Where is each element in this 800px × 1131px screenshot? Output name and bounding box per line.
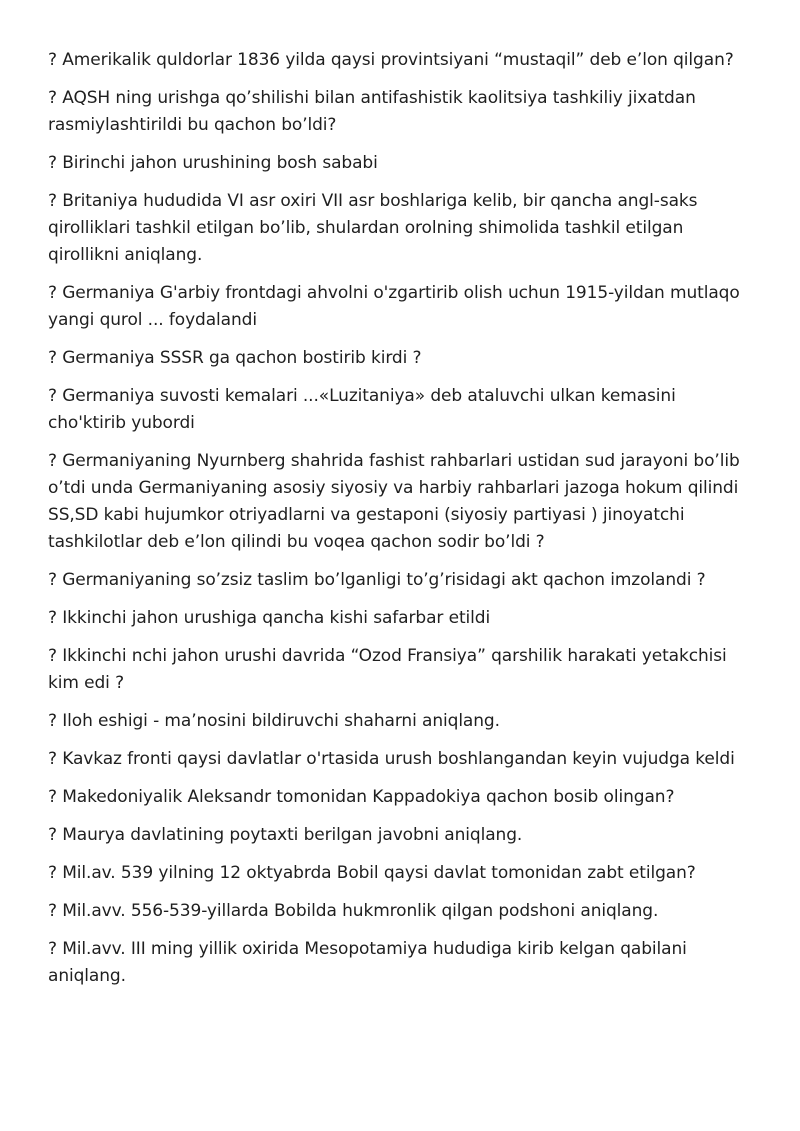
question-item: ? AQSH ning urishga qo’shilishi bilan antifashistik kaolitsiya tashkiliy jixatdan rasmiylashtirildi bu qachon bo’ldi? (48, 88, 696, 135)
question-item: ? Germaniyaning so’zsiz taslim bo’lganligi to’g’risidagi akt qachon imzolandi ? (48, 570, 706, 590)
question-item: ? Germaniya SSSR ga qachon bostirib kirdi ? (48, 348, 422, 368)
question-item: ? Mil.avv. III ming yillik oxirida Mesopotamiya hududiga kirib kelgan qabilani aniqlang. (48, 939, 687, 986)
question-item: ? Germaniyaning Nyurnberg shahrida fashist rahbarlari ustidan sud jarayoni bo’lib o’tdi unda Germaniyaning asosiy siyosiy va harbiy rahbarlari jazoga hokum qilindi SS,SD kabi hujumkor otriyadlarni va gestaponi (siyosiy partiyasi ) jinoyatchi tashkilotlar deb e’lon qilindi bu voqea qachon sodir bo’ldi ? (48, 451, 740, 552)
question-item: ? Ikkinchi jahon urushiga qancha kishi safarbar etildi (48, 608, 491, 628)
question-item: ? Maurya davlatining poytaxti berilgan javobni aniqlang. (48, 825, 523, 845)
question-item: ? Iloh eshigi - ma’nosini bildiruvchi shaharni aniqlang. (48, 711, 500, 731)
question-item: ? Amerikalik quldorlar 1836 yilda qaysi provintsiyani “mustaqil” deb e’lon qilgan? (48, 50, 734, 70)
question-item: ? Makedoniyalik Aleksandr tomonidan Kappadokiya qachon bosib olingan? (48, 787, 675, 807)
question-item: ? Germaniya G'arbiy frontdagi ahvolni o'zgartirib olish uchun 1915-yildan mutlaqo yangi qurol ... foydalandi (48, 283, 740, 330)
question-item: ? Birinchi jahon urushining bosh sababi (48, 153, 378, 173)
question-item: ? Mil.av. 539 yilning 12 oktyabrda Bobil qaysi davlat tomonidan zabt etilgan? (48, 863, 696, 883)
question-item: ? Kavkaz fronti qaysi davlatlar o'rtasida urush boshlangandan keyin vujudga keldi (48, 749, 735, 769)
question-item: ? Germaniya suvosti kemalari ...«Luzitaniya» deb ataluvchi ulkan kemasini cho'ktirib yubordi (48, 386, 676, 433)
question-item: ? Britaniya hududida VI asr oxiri VII asr boshlariga kelib, bir qancha angl-saks qirolliklari tashkil etilgan bo’lib, shulardan orolning shimolida tashkil etilgan qirollikni aniqlang. (48, 191, 698, 265)
question-item: ? Ikkinchi nchi jahon urushi davrida “Ozod Fransiya” qarshilik harakati yetakchisi kim edi ? (48, 646, 727, 693)
question-list (48, 47, 748, 1001)
question-item: ? Mil.avv. 556-539-yillarda Bobilda hukmronlik qilgan podshoni aniqlang. (48, 901, 659, 921)
